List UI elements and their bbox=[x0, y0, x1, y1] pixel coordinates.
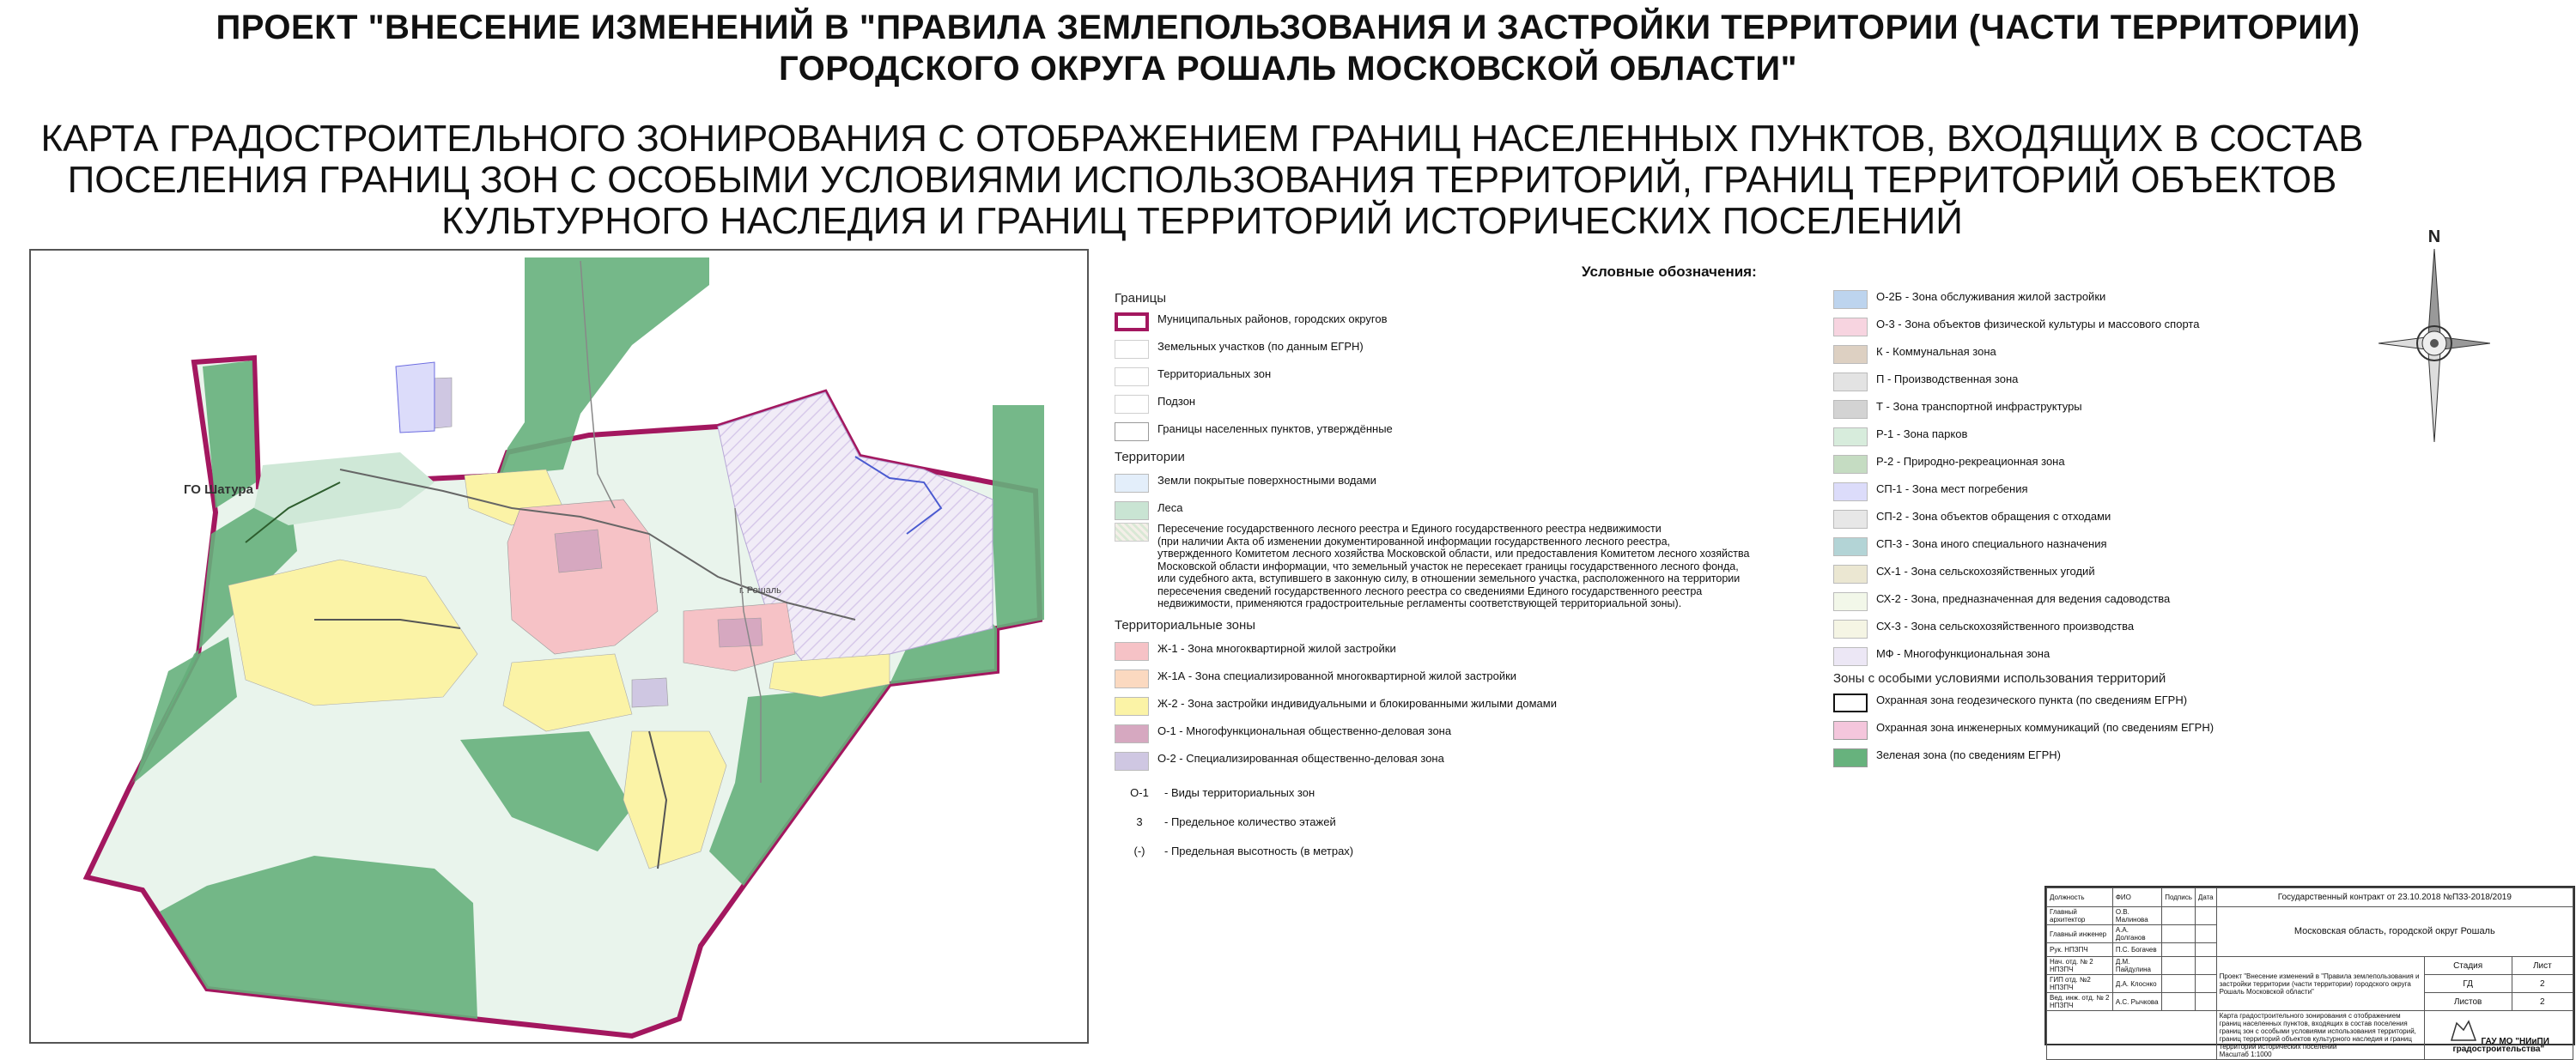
legend-label: Ж-1 - Зона многоквартирной жилой застройки bbox=[1157, 642, 1396, 655]
legend-item-special-2 bbox=[1833, 748, 2061, 767]
legend-item-zone-right-7 bbox=[1833, 482, 2028, 501]
stamp-role: Главный архитектор bbox=[2047, 907, 2113, 925]
legend-label: Границы населенных пунктов, утверждённые bbox=[1157, 422, 1393, 435]
map-subtitle-line2: ПОСЕЛЕНИЯ ГРАНИЦ ЗОН С ОСОБЫМИ УСЛОВИЯМИ ИСПОЛЬЗОВАНИЯ ТЕРРИТОРИЙ, ГРАНИЦ ТЕРРИТОРИЙ ОБЪЕКТОВ bbox=[67, 159, 2337, 201]
legend-item-zone-right-5 bbox=[1833, 427, 1967, 446]
legend-item-zone-4 bbox=[1115, 752, 1444, 771]
stamp-role: Главный инженер bbox=[2047, 925, 2113, 943]
map-subtitle-line3: КУЛЬТУРНОГО НАСЛЕДИЯ И ГРАНИЦ ТЕРРИТОРИЙ ИСТОРИЧЕСКИХ ПОСЕЛЕНИЙ bbox=[441, 200, 1963, 242]
stamp-stage: ГД bbox=[2424, 975, 2512, 993]
legend-label: МФ - Многофункциональная зона bbox=[1876, 647, 2050, 660]
legend-label: СХ-1 - Зона сельскохозяйственных угодий bbox=[1876, 565, 2095, 578]
legend-swatch bbox=[1115, 474, 1149, 493]
legend-swatch bbox=[1833, 482, 1868, 501]
legend-item-zone-right-1 bbox=[1833, 318, 2199, 336]
legend-section-territories: Территории bbox=[1115, 450, 1185, 464]
stamp-person: О.В. Малинова bbox=[2112, 907, 2161, 925]
legend-item-border-4 bbox=[1115, 422, 1393, 441]
legend-item-territory-0 bbox=[1115, 474, 1376, 493]
legend-label: О-3 - Зона объектов физической культуры и массового спорта bbox=[1876, 318, 2200, 330]
legend-swatch bbox=[1833, 427, 1868, 446]
legend-item-zone-right-13 bbox=[1833, 647, 2050, 666]
zoning-map[interactable] bbox=[29, 249, 1089, 1044]
stamp-org-name: ГАУ МО "НИиПИ градостроительства" bbox=[2452, 1036, 2549, 1054]
legend-label: О-2 - Специализированная общественно-деловая зона bbox=[1157, 752, 1444, 765]
stamp-stage-header: Стадия bbox=[2424, 957, 2512, 975]
legend-swatch bbox=[1115, 340, 1149, 359]
notation-label: - Виды территориальных зон bbox=[1164, 786, 1315, 799]
legend-swatch bbox=[1833, 537, 1868, 556]
stamp-person: А.С. Рычкова bbox=[2112, 993, 2161, 1011]
stamp-sheet-header: Лист bbox=[2512, 957, 2573, 975]
legend-label: К - Коммунальная зона bbox=[1876, 345, 1996, 358]
legend-label: Земельных участков (по данным ЕГРН) bbox=[1157, 340, 1364, 353]
legend-label: Леса bbox=[1157, 501, 1183, 514]
legend-label: О-1 - Многофункциональная общественно-деловая зона bbox=[1157, 724, 1452, 737]
stamp-header-date: Дата bbox=[2195, 888, 2216, 907]
legend-notation-2 bbox=[1123, 845, 1353, 857]
legend-swatch bbox=[1833, 400, 1868, 419]
legend-swatch bbox=[1833, 592, 1868, 611]
map-subtitle bbox=[0, 118, 2404, 242]
legend-label: П - Производственная зона bbox=[1876, 373, 2019, 385]
legend-item-border-1 bbox=[1115, 340, 1364, 359]
legend-label: Охранная зона геодезического пункта (по сведениям ЕГРН) bbox=[1876, 694, 2188, 706]
legend-swatch bbox=[1833, 748, 1868, 767]
legend-item-forest-intersection bbox=[1115, 523, 1853, 610]
zoning-map-canvas bbox=[31, 251, 1087, 1042]
legend-label: Т - Зона транспортной инфраструктуры bbox=[1876, 400, 2082, 413]
legend-notation-1 bbox=[1123, 815, 1336, 828]
stamp-scale: Масштаб 1:1000 bbox=[2219, 1051, 2272, 1058]
legend-title: Условные обозначения: bbox=[1582, 263, 1757, 280]
forest-intersection-note: Пересечение государственного лесного реестра и Единого государственного реестра недвижимости (при наличии Акта об изменении документированной информации государственного лесного реестра, утвержденного Комитетом лесного хозяйства Московской области, или предоставления Комитетом лесного хозяйства Московской области информации, что земельный участок не пересекает границы государственного лесного фонда, или судебного акта, вступившего в законную силу, в отношении земельного участка, расположенного на территории пересечения сведений государственного лесного реестра со сведениями Единого государственного реестра недвижимости, применяются градостроительные регламенты соответствующей территориальной зоны). bbox=[1157, 523, 1750, 609]
legend-swatch bbox=[1833, 318, 1868, 336]
stamp-header-signature: Подпись bbox=[2162, 888, 2196, 907]
legend-swatch bbox=[1833, 647, 1868, 666]
legend-swatch bbox=[1833, 565, 1868, 584]
compass-icon bbox=[2379, 223, 2490, 455]
legend-item-zone-right-9 bbox=[1833, 537, 2107, 556]
legend-swatch bbox=[1115, 697, 1149, 716]
legend-label: Ж-1А - Зона специализированной многоквартирной жилой застройки bbox=[1157, 669, 1517, 682]
notation-symbol: 3 bbox=[1136, 815, 1143, 828]
legend-swatch bbox=[1833, 620, 1868, 639]
legend-swatch bbox=[1115, 669, 1149, 688]
legend-swatch bbox=[1833, 345, 1868, 364]
notation-symbol: (-) bbox=[1133, 845, 1145, 857]
legend-swatch-hatched bbox=[1115, 523, 1149, 542]
legend-swatch bbox=[1115, 395, 1149, 414]
notation-label: - Предельное количество этажей bbox=[1164, 815, 1336, 828]
legend-label: Р-1 - Зона парков bbox=[1876, 427, 1968, 440]
legend-swatch bbox=[1115, 422, 1149, 441]
legend-item-special-1 bbox=[1833, 721, 2214, 740]
stamp-role: Нач. отд. № 2 НПЗПЧ bbox=[2047, 957, 2113, 975]
legend-swatch bbox=[1115, 752, 1149, 771]
legend-swatch bbox=[1833, 455, 1868, 474]
legend-swatch bbox=[1115, 367, 1149, 386]
legend-swatch bbox=[1115, 724, 1149, 743]
neighbor-district-label: ГО Шатура bbox=[184, 482, 253, 497]
notation-symbol: О-1 bbox=[1130, 786, 1149, 799]
legend-swatch bbox=[1833, 373, 1868, 391]
legend-item-border-0 bbox=[1115, 312, 1387, 331]
legend-item-zone-3 bbox=[1115, 724, 1451, 743]
map-subtitle-line1: КАРТА ГРАДОСТРОИТЕЛЬНОГО ЗОНИРОВАНИЯ С ОТОБРАЖЕНИЕМ ГРАНИЦ НАСЕЛЕННЫХ ПУНКТОВ, ВХОДЯЩИХ В СОСТАВ bbox=[40, 118, 2364, 160]
legend-label: Муниципальных районов, городских округов bbox=[1157, 312, 1388, 325]
legend-swatch bbox=[1833, 694, 1868, 712]
stamp-project-name: Проект "Внесение изменений в "Правила землепользования и застройки территории (части территории) городского округа Рошаль Московской области" bbox=[2216, 957, 2424, 1011]
stamp-role: Вед. инж. отд. № 2 НПЗПЧ bbox=[2047, 993, 2113, 1011]
legend-section-borders: Границы bbox=[1115, 291, 1166, 306]
legend-label: Р-2 - Природно-рекреационная зона bbox=[1876, 455, 2065, 468]
legend-label: Охранная зона инженерных коммуникаций (по сведениям ЕГРН) bbox=[1876, 721, 2215, 734]
legend-notation-0 bbox=[1123, 786, 1315, 799]
stamp-person: П.С. Богачев bbox=[2112, 943, 2161, 957]
legend-label: СХ-2 - Зона, предназначенная для ведения садоводства bbox=[1876, 592, 2171, 605]
legend-item-zone-right-12 bbox=[1833, 620, 2134, 639]
legend-label: СХ-3 - Зона сельскохозяйственного производства bbox=[1876, 620, 2135, 633]
legend-label: Территориальных зон bbox=[1157, 367, 1272, 380]
legend-item-zone-right-4 bbox=[1833, 400, 2082, 419]
town-label: г. Рошаль bbox=[739, 585, 781, 596]
stamp-contract: Государственный контракт от 23.10.2018 №П33-2018/2019 bbox=[2216, 888, 2573, 907]
legend-label: Зеленая зона (по сведениям ЕГРН) bbox=[1876, 748, 2061, 761]
legend-swatch bbox=[1833, 290, 1868, 309]
stamp-role: Рук. НПЗПЧ bbox=[2047, 943, 2113, 957]
legend-label: Ж-2 - Зона застройки индивидуальными и блокированными жилыми домами bbox=[1157, 697, 1557, 710]
legend-label: О-2Б - Зона обслуживания жилой застройки bbox=[1876, 290, 2106, 303]
legend-item-territory-1 bbox=[1115, 501, 1183, 520]
legend-item-zone-right-6 bbox=[1833, 455, 2065, 474]
legend-item-zone-2 bbox=[1115, 697, 1557, 716]
legend-swatch bbox=[1115, 642, 1149, 661]
title-block bbox=[2044, 886, 2575, 1058]
legend-item-zone-right-8 bbox=[1833, 510, 2111, 529]
stamp-location: Московская область, городской округ Рошаль bbox=[2216, 907, 2573, 957]
legend-item-zone-1 bbox=[1115, 669, 1516, 688]
org-logo-icon bbox=[2448, 1018, 2479, 1044]
legend-item-special-0 bbox=[1833, 694, 2187, 712]
compass-north-letter: N bbox=[2427, 227, 2441, 246]
main-title-line2: ГОРОДСКОГО ОКРУГА РОШАЛЬ МОСКОВСКОЙ ОБЛАСТИ" bbox=[778, 50, 1798, 88]
legend-label: СП-2 - Зона объектов обращения с отходами bbox=[1876, 510, 2111, 523]
stamp-header-name: ФИО bbox=[2112, 888, 2161, 907]
legend-item-zone-right-10 bbox=[1833, 565, 2095, 584]
notation-label: - Предельная высотность (в метрах) bbox=[1164, 845, 1354, 857]
main-title bbox=[0, 7, 2576, 89]
stamp-sheet: 2 bbox=[2512, 975, 2573, 993]
stamp-role: ГИП отд. №2 НПЗПЧ bbox=[2047, 975, 2113, 993]
legend-label: СП-1 - Зона мест погребения bbox=[1876, 482, 2028, 495]
stamp-person: Д.М. Пайдулина bbox=[2112, 957, 2161, 975]
legend-section-special-zones: Зоны с особыми условиями использования территорий bbox=[1833, 671, 2166, 686]
stamp-map-name-text: Карта градостроительного зонирования с отображением границ населенных пунктов, входящих в состав поселения границ зон с особыми условиями использования территорий, границ территорий объектов культурного наследия и границ территорий исторических поселений bbox=[2219, 1012, 2416, 1051]
legend-item-zone-right-2 bbox=[1833, 345, 1996, 364]
stamp-person: Д.А. Клоснко bbox=[2112, 975, 2161, 993]
public-o1-center bbox=[555, 530, 602, 572]
stamp-organization bbox=[2424, 1011, 2573, 1060]
stamp-map-name bbox=[2216, 1011, 2424, 1060]
green-zone-east bbox=[993, 405, 1044, 628]
legend-item-zone-right-11 bbox=[1833, 592, 2170, 611]
compass-rose bbox=[2379, 223, 2490, 459]
stamp-sheets-header: Листов bbox=[2424, 993, 2512, 1011]
legend-swatch bbox=[1115, 312, 1149, 331]
stamp-person: А.А. Долганов bbox=[2112, 925, 2161, 943]
legend-label: Подзон bbox=[1157, 395, 1196, 408]
legend-item-border-2 bbox=[1115, 367, 1271, 386]
legend-item-zone-0 bbox=[1115, 642, 1396, 661]
legend-swatch bbox=[1833, 510, 1868, 529]
legend-label: СП-3 - Зона иного специального назначения bbox=[1876, 537, 2107, 550]
public-o1-east bbox=[718, 618, 762, 647]
cemetery-sp1 bbox=[396, 362, 434, 433]
legend-label: Земли покрытые поверхностными водами bbox=[1157, 474, 1376, 487]
stamp-header-position: Должность bbox=[2047, 888, 2113, 907]
legend-item-zone-right-3 bbox=[1833, 373, 2018, 391]
main-title-line1: ПРОЕКТ "ВНЕСЕНИЕ ИЗМЕНЕНИЙ В "ПРАВИЛА ЗЕМЛЕПОЛЬЗОВАНИЯ И ЗАСТРОЙКИ ТЕРРИТОРИИ (ЧАСТИ ТЕРРИТОРИИ) bbox=[216, 9, 2360, 46]
legend-swatch bbox=[1833, 721, 1868, 740]
legend-swatch bbox=[1115, 501, 1149, 520]
public-o2-south bbox=[632, 678, 668, 707]
title-block-table bbox=[2046, 887, 2573, 1060]
legend-section-zones: Территориальные зоны bbox=[1115, 618, 1256, 633]
legend-item-border-3 bbox=[1115, 395, 1195, 414]
stamp-sheets: 2 bbox=[2512, 993, 2573, 1011]
legend-item-zone-right-0 bbox=[1833, 290, 2105, 309]
